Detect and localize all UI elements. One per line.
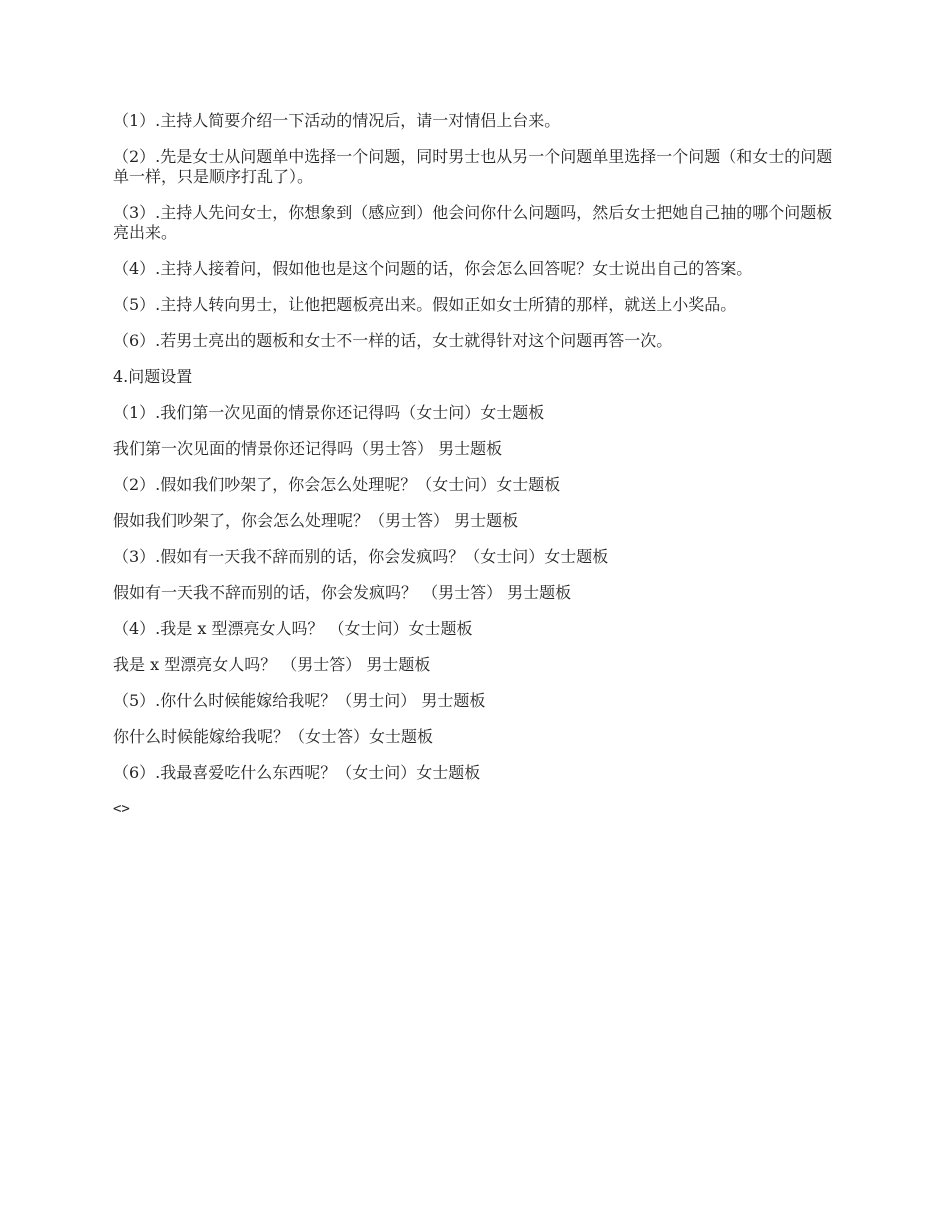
document-body [113, 111, 837, 819]
question-line: 假如有一天我不辞而别的话，你会发疯吗？ （男士答） 男士题板 [113, 583, 572, 602]
step-2: （2）.先是女士从问题单中选择一个问题，同时男士也从另一个问题单里选择一个问题（和女士的问题单一样，只是顺序打乱了）。 [113, 147, 833, 186]
step-3: （3）.主持人先问女士，你想象到（感应到）他会问你什么问题吗，然后女士把她自己抽的哪个问题板亮出来。 [113, 203, 833, 242]
step-6: （6）.若男士亮出的题板和女士不一样的话，女士就得针对这个问题再答一次。 [113, 331, 673, 350]
question-line: （2）.假如我们吵架了，你会怎么处理呢？（女士问）女士题板 [113, 475, 561, 494]
question-line: 假如我们吵架了，你会怎么处理呢？（男士答） 男士题板 [113, 511, 519, 530]
question-line: 我们第一次见面的情景你还记得吗（男士答） 男士题板 [113, 439, 503, 458]
step-4: （4）.主持人接着问，假如他也是这个问题的话，你会怎么回答呢？女士说出自己的答案。 [113, 259, 753, 278]
question-line: （3）.假如有一天我不辞而别的话，你会发疯吗？（女士问）女士题板 [113, 547, 609, 566]
question-line: （5）.你什么时候能嫁给我呢？（男士问） 男士题板 [113, 691, 486, 710]
question-line: （6）.我最喜爱吃什么东西呢？（女士问）女士题板 [113, 763, 481, 782]
step-1: （1）.主持人简要介绍一下活动的情况后，请一对情侣上台来。 [113, 111, 561, 130]
question-line: （4）.我是 x 型漂亮女人吗？ （女士问）女士题板 [113, 619, 473, 638]
section-heading: 4.问题设置 [113, 367, 193, 386]
step-5: （5）.主持人转向男士，让他把题板亮出来。假如正如女士所猜的那样，就送上小奖品。 [113, 295, 737, 314]
question-line: （1）.我们第一次见面的情景你还记得吗（女士问）女士题板 [113, 403, 545, 422]
question-line: 你什么时候能嫁给我呢？（女士答）女士题板 [113, 727, 434, 746]
question-line: 我是 x 型漂亮女人吗？ （男士答） 男士题板 [113, 655, 431, 674]
tail-marker: <> [113, 801, 130, 817]
